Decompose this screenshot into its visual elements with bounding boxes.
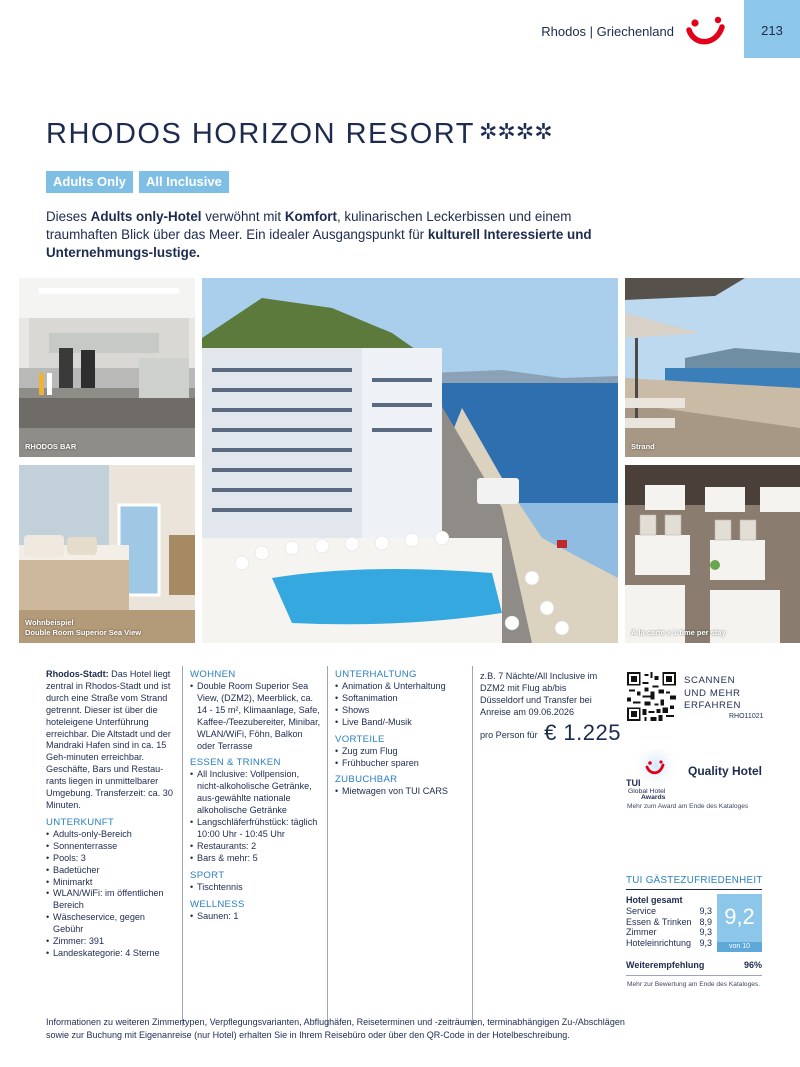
section-heading-wohnen: WOHNEN — [190, 669, 236, 680]
photo-room — [19, 465, 195, 643]
qr-code-icon[interactable] — [627, 672, 676, 721]
table-row: Service 9,3 — [626, 905, 712, 916]
intro-text: Dieses Adults only-Hotel verwöhnt mit Komfort, kulinarischen Leckerbissen und einem traumhaften Blick über das Meer. Ein idealer Ausgangspunkt für kulturell Interessierte und Unternehmungs-lustige. — [46, 209, 592, 260]
photo-caption: Strand — [631, 442, 655, 451]
sport-list — [190, 882, 323, 894]
photo-caption: À la carte x 1 time per stay — [631, 628, 726, 637]
table-row: Hoteleinrichtung 9,3 — [626, 938, 712, 949]
list-item: • Minimarkt — [46, 877, 174, 889]
unterkunft-list — [46, 829, 174, 960]
divider — [626, 889, 762, 890]
photo-bar — [19, 278, 195, 457]
entertainment-column — [335, 669, 467, 798]
tag-adults-only: Adults Only — [46, 171, 133, 193]
hotel-tags — [46, 171, 229, 193]
destination-label: Rhodos | Griechenland — [541, 24, 674, 39]
zubuchbar-list — [335, 786, 467, 798]
table-row: Essen & Trinken 8,9 — [626, 916, 712, 927]
overall-score-badge — [717, 894, 762, 952]
photo-beach — [625, 278, 800, 457]
rating-note: Mehr zur Bewertung am Ende des Kataloges. — [627, 981, 761, 988]
section-heading-unterhaltung: UNTERHALTUNG — [335, 669, 417, 680]
list-item: • Wäscheservice, gegen Gebühr — [46, 912, 174, 936]
list-item: • Restaurants: 2 — [190, 841, 323, 853]
list-item: • Live Band/-Musik — [335, 717, 467, 729]
tui-logo-icon — [686, 16, 726, 46]
photo-restaurant — [625, 465, 800, 643]
svg-text:Global Hotel: Global Hotel — [628, 788, 666, 795]
section-heading-unterkunft: UNTERKUNFT — [46, 816, 115, 828]
section-heading-vorteile: VORTEILE — [335, 733, 385, 745]
recommendation-row — [626, 960, 762, 970]
list-item: • Badetücher — [46, 865, 174, 877]
unterhaltung-list — [335, 681, 467, 729]
award-note: Mehr zum Award am Ende des Kataloges — [627, 803, 749, 810]
section-heading-zubuchbar: ZUBUCHBAR — [335, 774, 398, 786]
list-item: • Saunen: 1 — [190, 911, 323, 923]
wohnen-list — [190, 681, 323, 752]
table-row: Zimmer 9,3 — [626, 927, 712, 938]
list-item: • Frühbucher sparen — [335, 758, 467, 770]
overall-score: 9,2 — [724, 904, 755, 929]
list-item: • Zug zum Flug — [335, 746, 467, 758]
list-item: • Sonnenterrasse — [46, 841, 174, 853]
price-example: z.B. 7 Nächte/All Inclusive im DZM2 mit Flug ab/bis Düsseldorf und Transfer bei Anreise am 09.06.2026 — [480, 671, 598, 717]
star-rating: ✲✲✲✲ — [478, 119, 553, 144]
list-item: • Mietwagen von TUI CARS — [335, 786, 467, 798]
list-item: • Tischtennis — [190, 882, 323, 894]
list-item: • Langschläferfrühstück: täglich 10:00 Uhr - 10:45 Uhr — [190, 817, 323, 841]
satisfaction-overall-label: Hotel gesamt — [626, 895, 683, 905]
photo-hotel-aerial — [202, 278, 618, 643]
photo-caption: RHODOS BAR — [25, 442, 77, 451]
list-item: • Landeskategorie: 4 Sterne — [46, 948, 174, 960]
quality-hotel-label: Quality Hotel — [688, 764, 763, 778]
location-description: Rhodos-Stadt: Das Hotel liegt zentral in Rhodos-Stadt und ist durch eine Straße vom Strand getrennt. Dieser ist über die hoteleigene Unterführung erreichbar. Die Altstadt und der Mandraki Hafen sind in ca. 15 Geh-minuten erreichbar. Geschäfte, Bars und Restau-rants liegen in unmittelbarer Umgebung. Transferzeit: ca. 30 Minuten. — [46, 669, 173, 810]
section-heading-essen: ESSEN & TRINKEN — [190, 757, 281, 769]
list-item: • Bars & mehr: 5 — [190, 853, 323, 865]
award-badge-icon — [624, 748, 684, 804]
price — [480, 718, 621, 744]
page-number: 213 — [744, 0, 800, 58]
column-divider — [182, 666, 183, 1026]
description-column — [46, 669, 174, 960]
booking-code: RHO11021 — [729, 713, 764, 720]
recommendation-value: 96% — [743, 960, 762, 970]
list-item: • Softanimation — [335, 693, 467, 705]
score-scale: von 10 — [717, 942, 762, 952]
divider — [626, 975, 762, 976]
recommendation-label: Weiterempfehlung — [626, 960, 705, 970]
column-divider — [327, 666, 328, 1026]
list-item: • Double Room Superior Sea View, (DZM2), Meerblick, ca. 14 - 15 m², Klimaanlage, Safe, Kaffee-/Teezubereiter, Minibar, WLAN/WiFi, Föhn, Balkon oder Terrasse — [190, 681, 323, 752]
satisfaction-title: TUI GÄSTEZUFRIEDENHEIT — [626, 875, 763, 886]
list-item: • WLAN/WiFi: im öffentlichen Bereich — [46, 888, 174, 912]
price-value: € 1.225 — [544, 720, 621, 745]
list-item: • Pools: 3 — [46, 853, 174, 865]
list-item: • All Inclusive: Vollpension, nicht-alkoholische Getränke, aus-gewählte nationale alkoholische Getränke — [190, 769, 323, 817]
column-divider — [472, 666, 473, 1026]
page-header — [0, 0, 800, 58]
vorteile-list — [335, 746, 467, 770]
section-heading-wellness: WELLNESS — [190, 898, 245, 910]
svg-text:TUI: TUI — [626, 778, 641, 788]
footer-note: Informationen zu weiteren Zimmertypen, Verpflegungsvarianten, Abflughäfen, Reiseterminen und -zeiträumen, terminabhängigen Zu-/Abschlägen sowie zur Buchung mit Eigenanreise (nur Hotel) erhalten Sie in Ihrem Reisebüro oder über den QR-Code in der Hotelbeschreibung. — [46, 1017, 625, 1040]
list-item: • Shows — [335, 705, 467, 717]
list-item: • Adults-only-Bereich — [46, 829, 174, 841]
section-heading-sport: SPORT — [190, 869, 225, 881]
tag-all-inclusive: All Inclusive — [139, 171, 229, 193]
scan-instruction: SCANNEN UND MEHR ERFAHREN — [684, 675, 742, 711]
essen-list — [190, 769, 323, 864]
hotel-title — [46, 118, 553, 151]
hotel-name: RHODOS HORIZON RESORT — [46, 118, 475, 150]
photo-caption: Wohnbeispiel Double Room Superior Sea View — [25, 618, 142, 637]
list-item: • Zimmer: 391 — [46, 936, 174, 948]
svg-text:Awards: Awards — [641, 794, 666, 801]
list-item: • Animation & Unterhaltung — [335, 681, 467, 693]
wellness-list — [190, 911, 323, 923]
price-label: pro Person für — [480, 730, 538, 740]
amenities-column — [190, 669, 323, 923]
